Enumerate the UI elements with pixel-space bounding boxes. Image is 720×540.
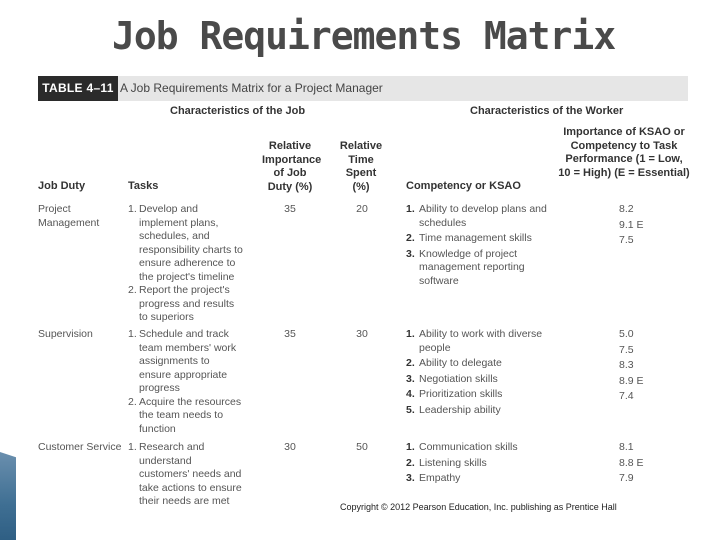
competency-item: 1. Ability to work with diverse people xyxy=(406,328,543,354)
table-number: TABLE 4–11 xyxy=(38,76,118,101)
task-item: 1. Schedule and track team members' work assignments to ensure appropriate progress xyxy=(128,328,237,394)
col-header-rating: Importance of KSAO or Competency to Task Performance (1 = Low, 10 = High) (E = Essential) xyxy=(558,126,690,179)
rating-value: 8.9 E xyxy=(619,374,644,387)
competency-item: 1. Ability to develop plans and schedules xyxy=(406,203,547,229)
group-header-worker: Characteristics of the Worker xyxy=(470,105,624,117)
row-supervision-ratings xyxy=(619,328,679,406)
col-header-competency: Competency or KSAO xyxy=(406,180,521,192)
rating-value: 8.1 xyxy=(619,441,634,453)
copyright-notice: Copyright © 2012 Pearson Education, Inc. publishing as Prentice Hall xyxy=(340,502,617,512)
row-customer-service-competencies xyxy=(406,441,556,488)
competency-item: 3. Empathy xyxy=(406,472,461,484)
task-item: 1. Develop and implement plans, schedules, and responsibility charts to ensure adherence to the project's timeline xyxy=(128,203,243,283)
group-header-job: Characteristics of the Job xyxy=(170,105,306,117)
row-supervision-duty: Supervision xyxy=(38,328,93,340)
col-header-tasks: Tasks xyxy=(128,180,159,192)
row-project-management-competencies xyxy=(406,203,556,290)
table-caption: A Job Requirements Matrix for a Project Manager xyxy=(120,81,383,95)
slide-corner-decoration xyxy=(0,452,16,540)
row-project-management-time: 20 xyxy=(356,203,368,215)
row-project-management-tasks xyxy=(128,203,243,325)
col-header-duty: Job Duty xyxy=(38,180,86,192)
row-customer-service-importance: 30 xyxy=(284,441,296,453)
row-supervision-time: 30 xyxy=(356,328,368,340)
col-header-time: Relative Time Spent (%) xyxy=(339,140,383,193)
slide-title: Job Requirements Matrix xyxy=(112,14,616,58)
table-caption-bar xyxy=(38,76,688,101)
row-customer-service-duty: Customer Service xyxy=(38,441,122,453)
col-header-importance: Relative Importance of Job Duty (%) xyxy=(262,140,322,193)
task-item: 1. Research and understand customers' needs and take actions to ensure their needs are met xyxy=(128,441,242,507)
rating-value: 8.3 xyxy=(619,359,634,371)
row-supervision-importance: 35 xyxy=(284,328,296,340)
row-supervision-competencies xyxy=(406,328,556,419)
rating-value: 5.0 xyxy=(619,328,634,340)
competency-item: 2. Ability to delegate xyxy=(406,357,502,369)
rating-value: 7.5 xyxy=(619,343,634,356)
row-supervision-tasks xyxy=(128,328,243,436)
row-customer-service-tasks xyxy=(128,441,243,509)
competency-item: 3. Knowledge of project management reporting software xyxy=(406,247,525,287)
competency-item: 1. Communication skills xyxy=(406,441,518,453)
rating-value: 8.2 xyxy=(619,203,634,215)
rating-value: 9.1 E xyxy=(619,218,644,231)
competency-item: 4. Prioritization skills xyxy=(406,388,503,400)
task-item: 2. Report the project's progress and results to superiors xyxy=(128,284,235,323)
rating-value: 7.5 xyxy=(619,234,634,246)
row-customer-service-ratings xyxy=(619,441,679,488)
row-customer-service-time: 50 xyxy=(356,441,368,453)
competency-item: 3. Negotiation skills xyxy=(406,372,498,385)
rating-value: 7.9 xyxy=(619,472,634,484)
row-project-management-ratings xyxy=(619,203,679,250)
competency-item: 5. Leadership ability xyxy=(406,403,501,416)
task-item: 2. Acquire the resources the team needs to function xyxy=(128,395,242,435)
competency-item: 2. Listening skills xyxy=(406,456,487,469)
row-project-management-importance: 35 xyxy=(284,203,296,215)
competency-item: 2. Time management skills xyxy=(406,232,532,244)
rating-value: 7.4 xyxy=(619,390,634,402)
row-project-management-duty: Project Management xyxy=(38,203,100,229)
rating-value: 8.8 E xyxy=(619,456,644,469)
